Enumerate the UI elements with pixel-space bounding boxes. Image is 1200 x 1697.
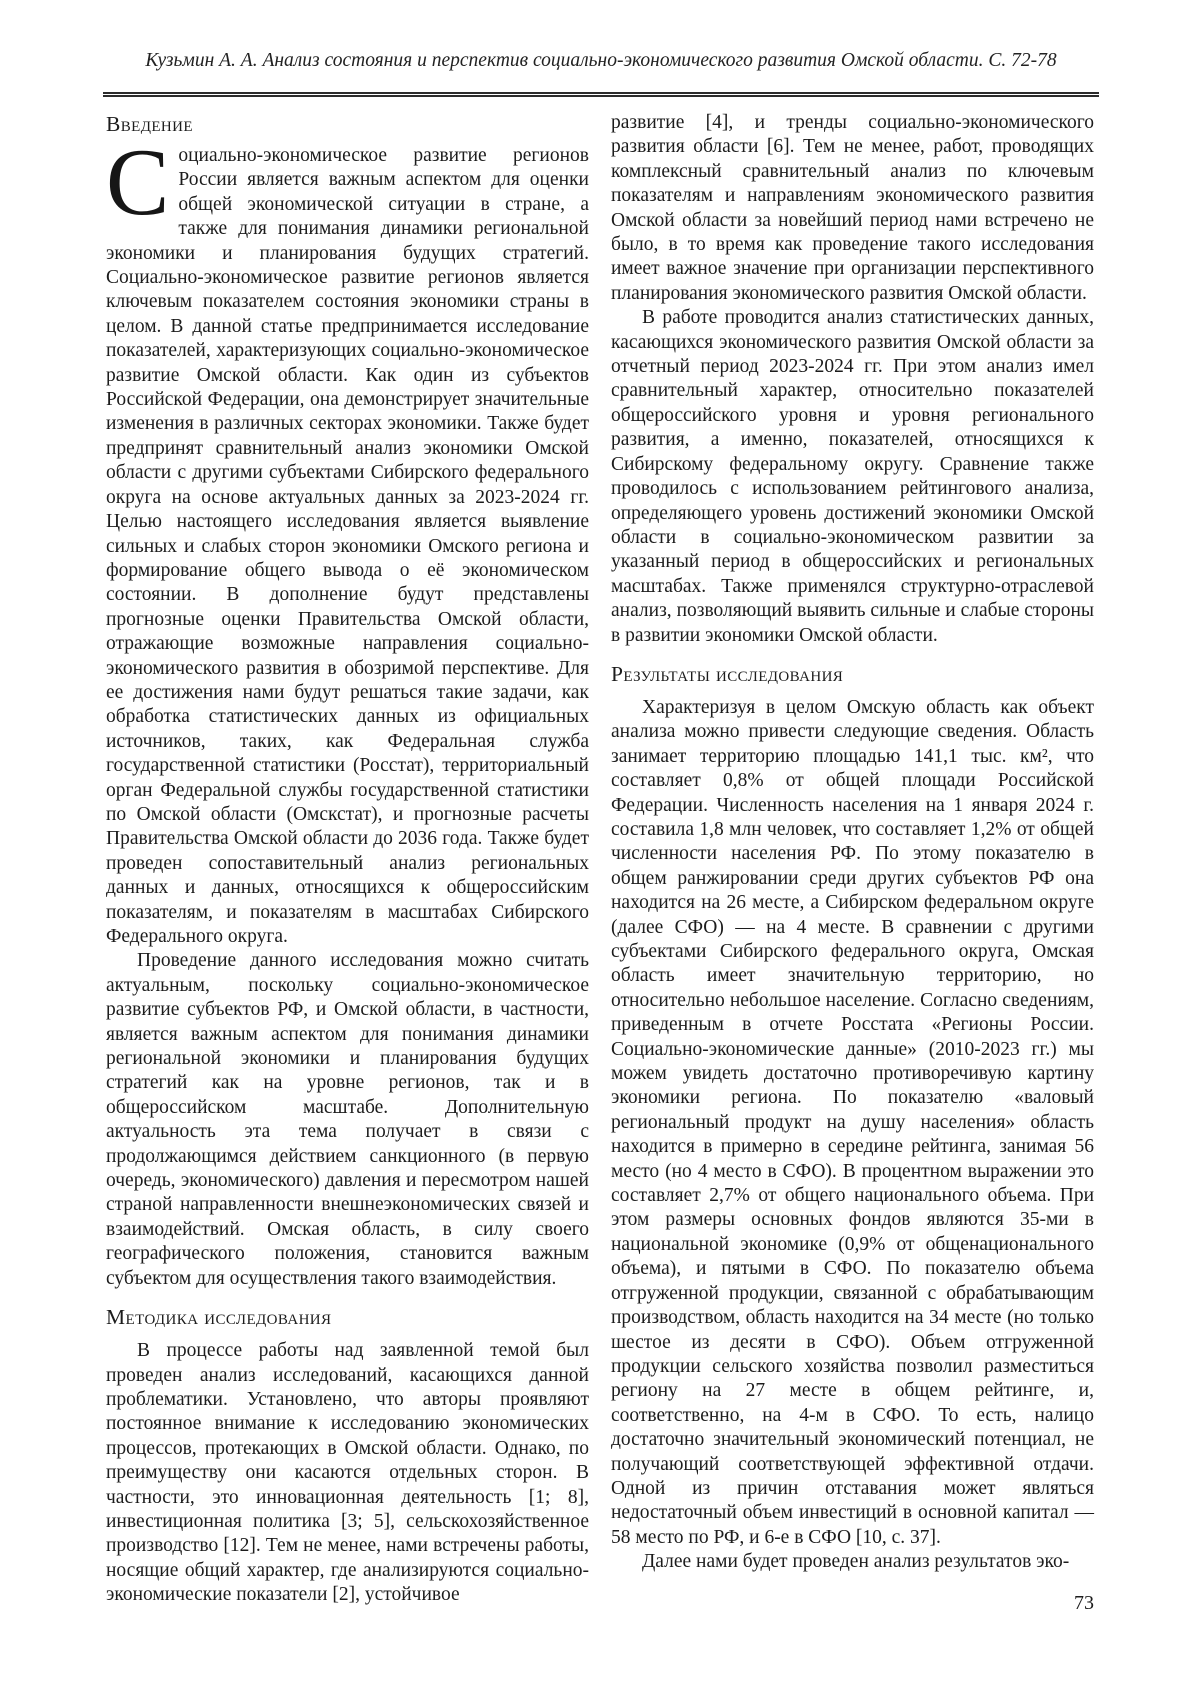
drop-cap: С <box>106 129 170 235</box>
section-heading-methodology: Методика исследования <box>106 1305 332 1330</box>
paragraph-results-last-line: Далее нами будет проведен анализ результатов эко- <box>642 1551 1070 1573</box>
paragraph-methodology-continued: развитие [4], и тренды социально-экономического развития области [6]. Тем не менее, работ, проводящих комплексный сравнительный анализ по ключевым показателям и направлениям экономического развития Омской области за новейший период нами встречено не было, в то время как проведение такого исследования имеет важное значение при организации перспективного планирования экономического развития Омской области. <box>611 112 1094 304</box>
left-column <box>106 111 589 1608</box>
page-number: 73 <box>1074 1592 1094 1614</box>
section-heading-results: Результаты исследования <box>611 661 844 686</box>
paragraph-analysis-approach: В работе проводится анализ статистических данных, касающихся экономического развития Омской области за отчетный период 2023-2024 гг. При этом анализ имел сравнительный характер, относительно показателей общероссийского уровня и уровня регионального развития, а именно, показателей, относящихся к Сибирскому федеральному округу. Сравнение также проводилось с использованием рейтингового анализа, определяющего уровень достижений экономики Омской области в социально-экономическом развитии за указанный период в общероссийских и региональных масштабах. Также применялся структурно-отраслевой анализ, позволяющий выявить сильные и слабые стороны в развитии экономики Омской области. <box>611 307 1094 646</box>
paragraph-intro <box>106 129 589 949</box>
paragraph-results: Характеризуя в целом Омскую область как объект анализа можно привести следующие сведения. Область занимает территорию площадью 141,1 тыс. км², что составляет 0,8% от общей площади Российской Федерации. Численность населения на 1 января 2024 г. составила 1,8 млн человек, что составляет 1,2% от общей численности населения РФ. По этому показателю в общем ранжировании среди других субъектов РФ она находится на 26 месте, а Сибирском федеральном округе (далее СФО) — на 4 месте. В сравнении с другими субъектами Сибирского федерального округа, Омская область имеет значительную территорию, но относительно небольшое население. Согласно сведениям, приведенным в отчете Росстата «Регионы России. Социально-экономические данные» (2010-2023 гг.) мы можем увидеть достаточно противоречивую картину экономики региона. По показателю «валовый региональный продукт на душу населения» область находится в примерно в середине рейтинга, занимая 56 место (но 4 место в СФО). В процентном выражении это составляет 2,7% от общего национального объема. При этом размеры основных фондов являются 35-ми в национальной экономике (0,9% от общенационального объема), и пятыми в СФО. По показателю объема отгруженной продукции, связанной с обрабатывающим производством, область находится на 34 месте (но только шестое из десяти в СФО). Объем отгруженной продукции сельского хозяйства позволил разместиться региону на 27 месте в общем рейтинге, и, соответственно, на 4-м в СФО. То есть, налицо достаточно значительный экономический потенциал, не получающий соответствующей эффективной отдачи. Одной из причин отставания может являться недостаточный объем инвестиций в основной капитал — 58 место по РФ, и 6-е в СФО [10, с. 37]. <box>611 696 1094 1548</box>
header-rule <box>103 92 1099 97</box>
paragraph-intro-text: оциально-экономическое развитие регионов России является важным аспектом для оценки общей экономической ситуации в стране, а также для понимания динамики региональной экономики и планирования будущих стратегий. Социально-экономическое развитие регионов является ключевым показателем состояния экономики страны в целом. В данной статье предпринимается исследование показателей, характеризующих социально-экономическое развитие Омской области. Как один из субъектов Российской Федерации, она демонстрирует значительные изменения в различных секторах экономики. Также будет предпринят сравнительный анализ экономики Омской области с другими субъектами Сибирского федерального округа на основе актуальных данных за 2023-2024 гг. Целью настоящего исследования является выявление сильных и слабых сторон экономики Омского региона и формирование общего вывода о её экономическом состоянии. В дополнение будут представлены прогнозные оценки Правительства Омской области, отражающие возможные направления социально-экономического развития в обозримой перспективе. Для ее достижения нами будут решаться такие задачи, как обработка статистических данных из официальных источников, таких, как Федеральная служба государственной статистики (Росстат), территориальный орган Федеральной службы государственной статистики по Омской области (Омскстат), и прогнозные расчеты Правительства Омской области до 2036 года. Также будет проведен сопоставительный анализ региональных данных и данных, относящихся к общероссийским показателям, и показателям в масштабах Сибирского Федерального округа. <box>106 145 589 947</box>
running-header: Кузьмин А. А. Анализ состояния и перспектив социально-экономического развития Омской области. С. 72-78 <box>145 50 1057 71</box>
paragraph-relevance: Проведение данного исследования можно считать актуальным, поскольку социально-экономическое развитие субъектов РФ, и Омской области, в частности, является важным аспектом для понимания динамики региональной экономики и планирования будущих стратегий как на уровне регионов, так и в общероссийском масштабе. Дополнительную актуальность эта тема получает в связи с продолжающимся действием санкционного (в первую очередь, экономического) давления и пересмотром нашей страной направленности внешнеэкономических связей и взаимодействий. Омская область, в силу своего географического положения, становится важным субъектом для осуществления такого взаимодействия. <box>106 950 589 1289</box>
section-heading-introduction: Введение <box>106 112 193 136</box>
right-column <box>611 111 1094 1575</box>
paragraph-methodology: В процессе работы над заявленной темой был проведен анализ исследований, касающихся данной проблематики. Установлено, что авторы проявляют постоянное внимание к исследованию экономических процессов, протекающих в Омской области. Однако, по преимуществу они касаются отдельных сторон. В частности, это инновационная деятельность [1; 8], инвестиционная политика [3; 5], сельскохозяйственное производство [12]. Тем не менее, нами встречены работы, носящие общий характер, где анализируются социально-экономические показатели [2], устойчивое <box>106 1340 589 1606</box>
